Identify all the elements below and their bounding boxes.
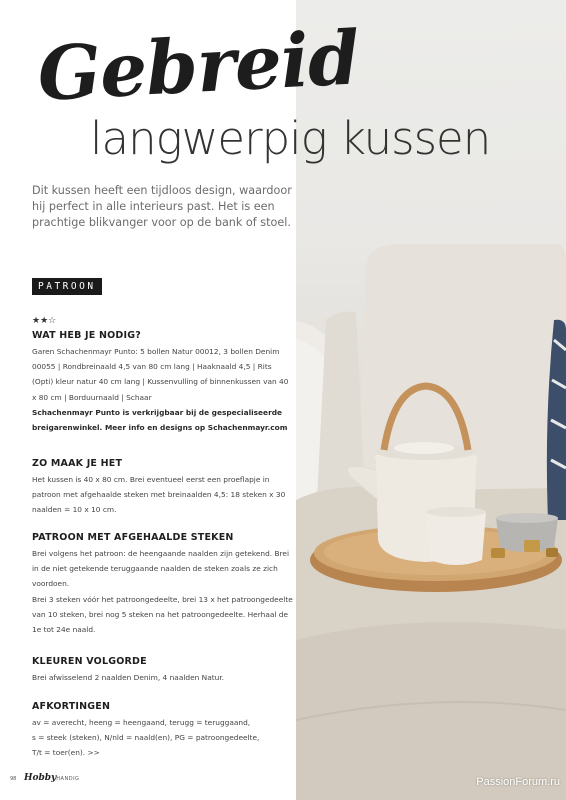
howto-section — [32, 458, 294, 518]
abbreviations-section — [32, 701, 294, 761]
abbreviations-line-3: T/t = toer(en). >> — [32, 748, 100, 758]
magazine-logo-suffix: HANDIG — [56, 776, 80, 782]
magazine-logo: Hobby — [23, 773, 57, 783]
slipstitch-text-1: Brei volgens het patroon: de heengaande naalden zijn getekend. Brei in de niet getekende teruggaande naalden de steken zoals ze zich voordoen. — [32, 549, 290, 589]
abbreviations-line-1: av = averecht, heeng = heengaand, terugg = teruggaand, — [32, 718, 251, 727]
subtitle: langwerpig kussen — [90, 112, 491, 165]
watermark: PassionForum.ru — [476, 776, 560, 788]
pattern-badge: PATROON — [32, 278, 102, 295]
colors-section — [32, 656, 294, 685]
page-number: 98 — [10, 776, 17, 782]
colors-text: Brei afwisselend 2 naalden Denim, 4 naalden Natur. — [32, 673, 225, 682]
page-footer — [10, 773, 79, 783]
difficulty-stars: ★★☆ — [32, 316, 57, 326]
intro-paragraph: Dit kussen heeft een tijdloos design, waardoor hij perfect in alle interieurs past. Het is een prachtige blikvanger voor op de bank of stoel. — [32, 184, 292, 229]
slipstitch-text-2: Brei 3 steken vóór het patroongedeelte, brei 13 x het patroongedeelte van 10 steken, brei nog 5 steken na het patroongedeelte. Herhaal de 1e tot 24e naald. — [32, 594, 293, 635]
materials-text: Garen Schachenmayr Punto: 5 bollen Natur 00012, 3 bollen Denim 00055 | Rondbreinaald 4,5 van 80 cm lang | Haaknaald 4,5 | Rits (Opti) kleur natur 40 cm lang | Kussenvulling of binnenkussen van 40 x 80 cm | Borduurnaald | Schaar — [32, 347, 289, 402]
colors-heading: KLEUREN VOLGORDE — [32, 656, 147, 667]
slipstitch-heading: PATROON MET AFGEHAALDE STEKEN — [32, 532, 234, 543]
materials-section — [32, 330, 294, 435]
howto-heading: ZO MAAK JE HET — [32, 458, 123, 469]
howto-text: Het kussen is 40 x 80 cm. Brei eventueel eerst een proeflapje in patroon met afgehaalde steken met breinaalden 4,5: 18 steken x 30 naalden = 10 x 10 cm. — [32, 475, 286, 515]
abbreviations-heading: AFKORTINGEN — [32, 701, 111, 712]
materials-note: Schachenmayr Punto is verkrijgbaar bij de gespecialiseerde breigarenwinkel. Meer info en designs op Schachenmayr.com — [32, 407, 288, 433]
abbreviations-line-2: s = steek (steken), N/nld = naald(en), PG = patroongedeelte, — [32, 733, 260, 743]
materials-heading: WAT HEB JE NODIG? — [32, 330, 141, 341]
script-title: Gebreid — [35, 15, 361, 118]
slipstitch-section — [32, 532, 294, 637]
